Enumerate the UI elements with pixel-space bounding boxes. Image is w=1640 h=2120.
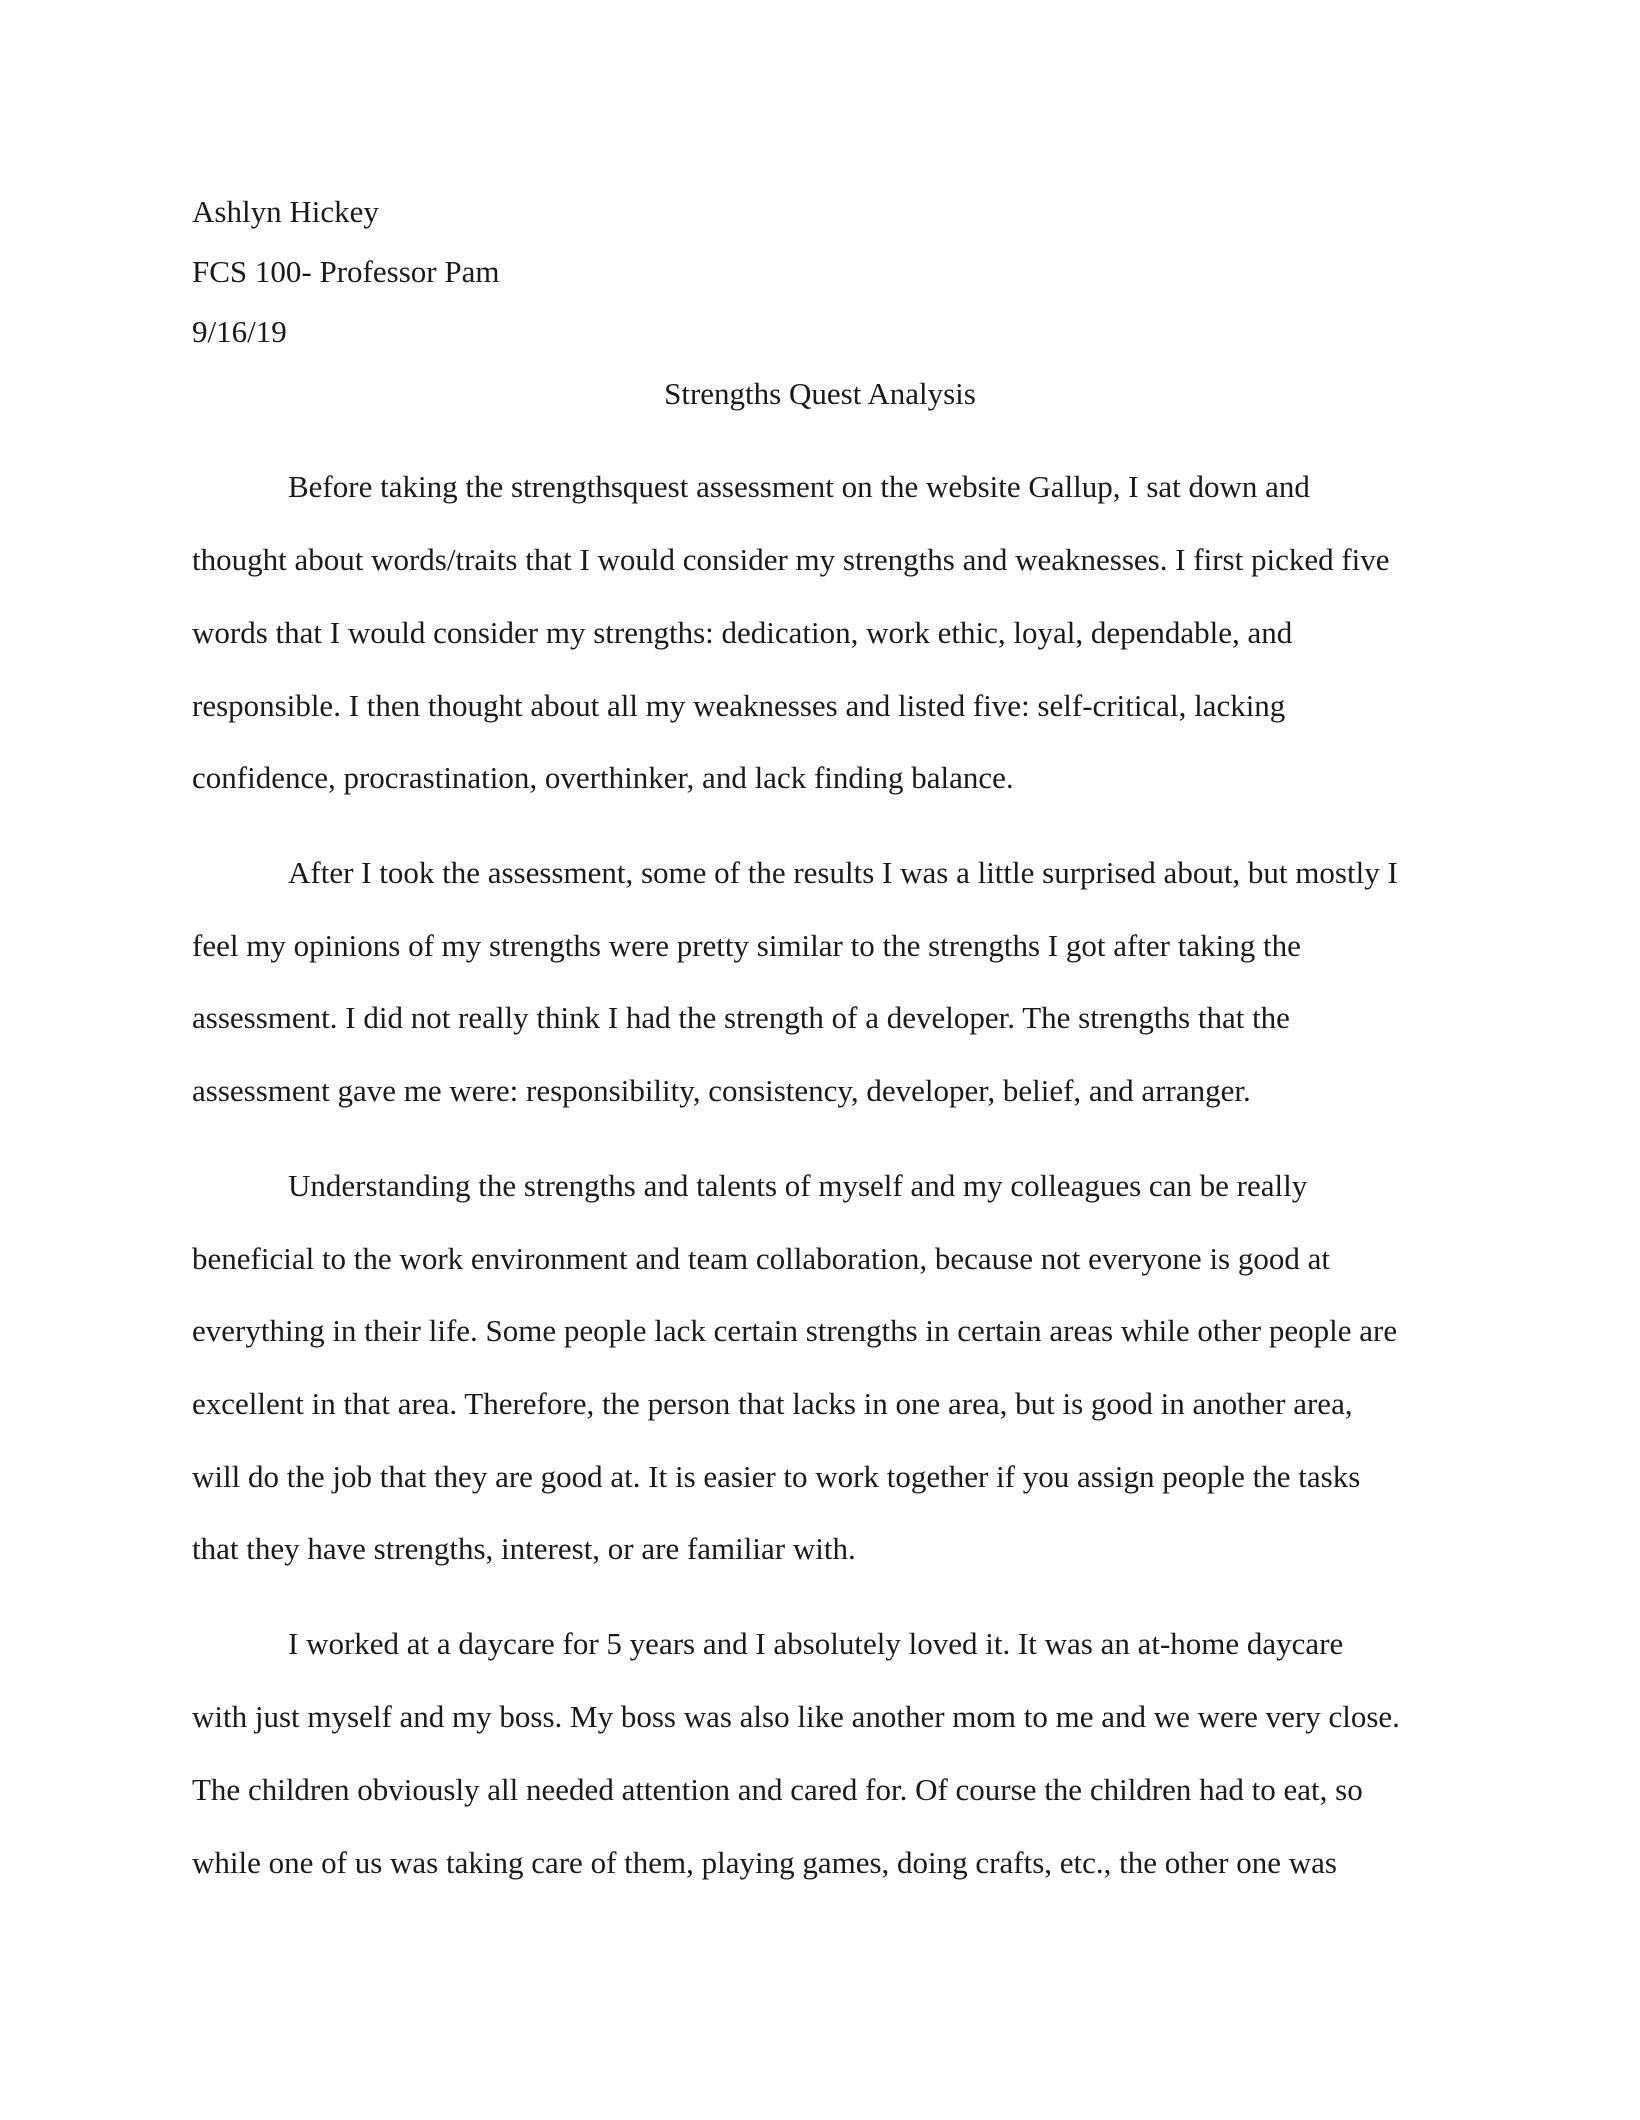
- paragraph-1-line-3: words that I would consider my strengths: dedication, work ethic, loyal, dependable, and: [192, 615, 1293, 650]
- author-name: Ashlyn Hickey: [192, 194, 379, 229]
- document-title: Strengths Quest Analysis: [664, 376, 976, 411]
- paragraph-4-line-4: while one of us was taking care of them, playing games, doing crafts, etc., the other one was: [192, 1845, 1337, 1880]
- date-line: 9/16/19: [192, 314, 287, 349]
- paragraph-3-line-3: everything in their life. Some people lack certain strengths in certain areas while other people are: [192, 1313, 1398, 1348]
- paragraph-2-line-4: assessment gave me were: responsibility, consistency, developer, belief, and arranger.: [192, 1073, 1251, 1108]
- paragraph-3-line-2: beneficial to the work environment and team collaboration, because not everyone is good at: [192, 1241, 1330, 1276]
- paragraph-4-line-3: The children obviously all needed attention and cared for. Of course the children had to eat, so: [192, 1772, 1363, 1807]
- course-line: FCS 100- Professor Pam: [192, 254, 500, 289]
- paragraph-3-line-5: will do the job that they are good at. It is easier to work together if you assign people the tasks: [192, 1459, 1361, 1494]
- paragraph-4-line-1: I worked at a daycare for 5 years and I absolutely loved it. It was an at-home daycare: [288, 1626, 1344, 1661]
- paragraph-4-line-2: with just myself and my boss. My boss was also like another mom to me and we were very close.: [192, 1699, 1400, 1734]
- paragraph-1-line-5: confidence, procrastination, overthinker, and lack finding balance.: [192, 760, 1014, 795]
- paragraph-3-line-1: Understanding the strengths and talents of myself and my colleagues can be really: [288, 1168, 1308, 1203]
- paragraph-1-line-2: thought about words/traits that I would consider my strengths and weaknesses. I first picked five: [192, 542, 1390, 577]
- paragraph-2-line-2: feel my opinions of my strengths were pretty similar to the strengths I got after taking the: [192, 928, 1301, 963]
- paragraph-2-line-1: After I took the assessment, some of the results I was a little surprised about, but mostly I: [288, 855, 1398, 890]
- paragraph-1-line-4: responsible. I then thought about all my weaknesses and listed five: self-critical, lacking: [192, 688, 1286, 723]
- paragraph-1-line-1: Before taking the strengthsquest assessment on the website Gallup, I sat down and: [288, 469, 1310, 504]
- paragraph-2-line-3: assessment. I did not really think I had the strength of a developer. The strengths that the: [192, 1000, 1290, 1035]
- paragraph-3-line-4: excellent in that area. Therefore, the person that lacks in one area, but is good in another area,: [192, 1386, 1353, 1421]
- paragraph-3-line-6: that they have strengths, interest, or are familiar with.: [192, 1531, 856, 1566]
